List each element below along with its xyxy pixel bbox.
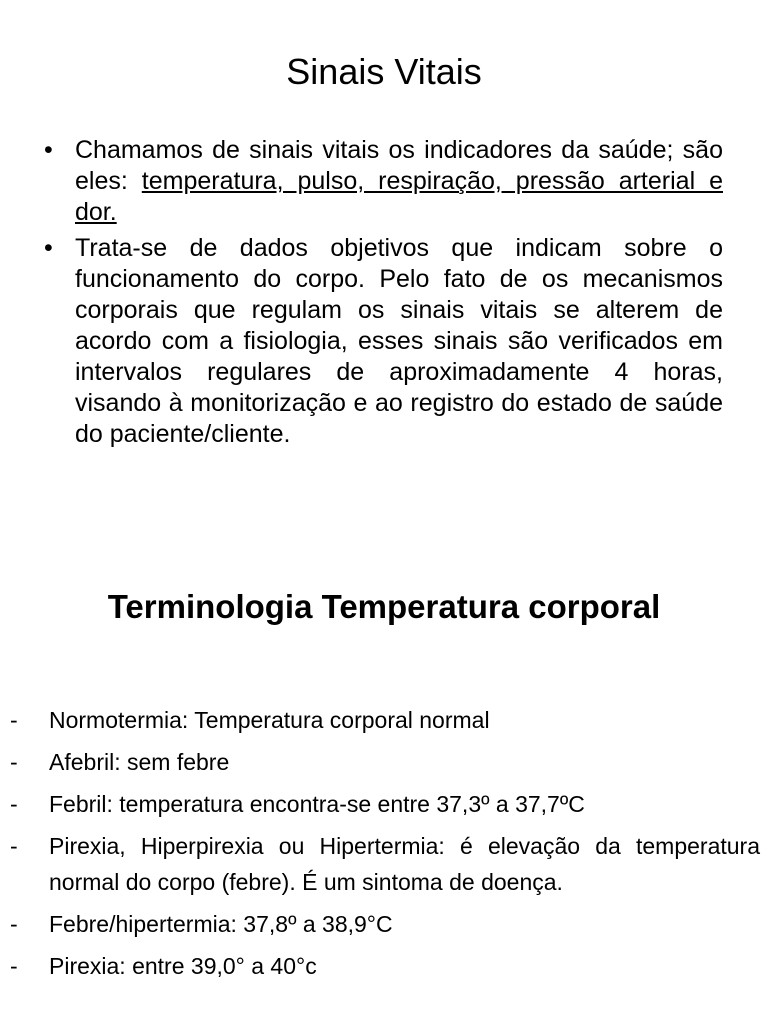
slide-terminologia <box>0 560 768 1024</box>
list-marker: - <box>10 833 18 859</box>
list-item <box>10 786 760 822</box>
bullet-item <box>40 233 723 450</box>
list-item-text: Febre/hipertermia: 37,8º a 38,9°C <box>49 911 393 937</box>
list-item-text: Pirexia: entre 39,0° a 40°c <box>49 953 317 979</box>
list-marker: - <box>10 707 18 733</box>
list-marker: - <box>10 749 18 775</box>
bullet-item <box>40 135 723 228</box>
list-item-text: Febril: temperatura encontra-se entre 37,3º a 37,7ºC <box>49 791 585 817</box>
list-marker: - <box>10 953 18 979</box>
list-item-text: Normotermia: Temperatura corporal normal <box>49 707 490 733</box>
bullet-text: Trata-se de dados objetivos que indicam sobre o funcionamento do corpo. Pelo fato de os mecanismos corporais que regulam os sinais vitais se alterem de acordo com a fisiologia, esses sinais são verificados em intervalos regulares de aproximadamente 4 horas, visando à monitorização e ao registro do estado de saúde do paciente/cliente. <box>75 234 723 448</box>
bullet-marker: • <box>44 136 53 164</box>
list-item <box>10 702 760 738</box>
terminology-list <box>10 702 760 990</box>
vital-signs-list: temperatura, pulso, respiração, pressão arterial e dor. <box>75 167 723 226</box>
list-marker: - <box>10 791 18 817</box>
bullet-marker: • <box>44 234 53 262</box>
list-item <box>10 828 760 900</box>
bullet-text: Chamamos de sinais vitais os indicadores da saúde; são eles: <box>75 136 723 195</box>
list-item-text: Afebril: sem febre <box>49 749 230 775</box>
bullet-list <box>40 135 723 455</box>
list-item <box>10 948 760 984</box>
list-marker: - <box>10 911 18 937</box>
slide-title: Terminologia Temperatura corporal <box>107 588 661 625</box>
list-item <box>10 744 760 780</box>
list-item-text: Pirexia, Hiperpirexia ou Hipertermia: é elevação da temperatura normal do corpo (febre). É um sintoma de doença. <box>49 833 760 895</box>
list-item <box>10 906 760 942</box>
slide-title: Sinais Vitais <box>286 51 482 92</box>
